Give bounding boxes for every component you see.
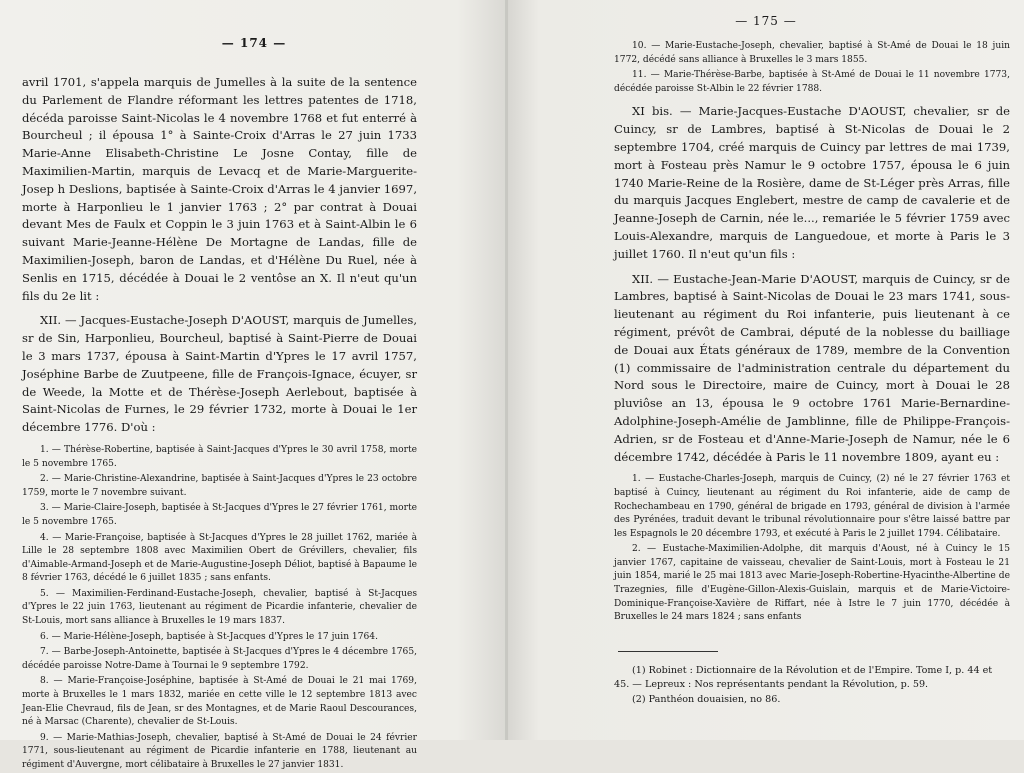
child-entry-5: 5. — Maximilien-Ferdinand-Eustache-Joseph, chevalier, baptisé à St-Jacques d'Ypres le 22 juin 1763, lieutenant au régiment de Picardie infanterie, chevalier de St-Louis, mort sans alliance à Bruxelles le 19 mars 1837. <box>22 588 417 627</box>
child-entry-cuincy-1: 1. — Eustache-Charles-Joseph, marquis de Cuincy, (2) né le 27 février 1763 et baptisé à Cuincy, lieutenant au régiment du Roi infanterie, aide de camp de Rochechambeau en 1790, général de brigade en 1793, général de division à l'armée des Pyrénées, traduit devant le tribunal révolutionnaire pour s'être laissé battre par les Espagnols le 20 décembre 1793, et exécuté à Paris le 2 juillet 1794. Célibataire. <box>614 474 1010 539</box>
footnotes <box>614 664 1010 708</box>
child-entry-cuincy-2: 2. — Eustache-Maximilien-Adolphe, dit marquis d'Aoust, né à Cuincy le 15 janvier 1767, capitaine de vaisseau, chevalier de Saint-Louis, mort à Fosteau le 21 juin 1854, marié le 25 mai 1813 avec Marie-Joseph-Robertine-Hyacinthe-Albertine de Trazegnies, fille d'Eugène-Gillon-Alexis-Guislain, marquis et de Marie-Victoire-Dominique-Françoise-Xavière de Riffart, née à Istre le 7 juin 1770, décédée à Bruxelles le 24 mars 1824 ; sans enfants <box>614 544 1010 623</box>
child-entry-6: 6. — Marie-Hélène-Joseph, baptisée à St-Jacques d'Ypres le 17 juin 1764. <box>40 631 378 642</box>
left-page-text <box>22 74 417 773</box>
footnote-divider <box>618 651 718 652</box>
child-entry-3: 3. — Marie-Claire-Joseph, baptisée à St-Jacques d'Ypres le 27 février 1761, morte le 5 novembre 1765. <box>22 503 417 527</box>
child-entry-10: 10. — Marie-Eustache-Joseph, chevalier, baptisé à St-Amé de Douai le 18 juin 1772, décédé sans alliance à Bruxelles le 3 mars 1855. <box>614 41 1010 65</box>
paragraph-xii-jacques-eustache: XII. — Jacques-Eustache-Joseph D'AOUST, marquis de Jumelles, sr de Sin, Harponlieu, Bourcheul, baptisé à Saint-Pierre de Douai le 3 mars 1737, épousa à Saint-Martin d'Ypres le 17 avril 1757, Joséphine Barbe de Zuutpeene, fille de François-Ignace, écuyer, sr de Weede, la Motte et de Thérèse-Joseph Aerlebout, baptisée à Saint-Nicolas de Furnes, le 29 février 1732, morte à Douai le 1er décembre 1776. D'où : <box>22 313 417 435</box>
child-entry-2: 2. — Marie-Christine-Alexandrine, baptisée à Saint-Jacques d'Ypres le 23 octobre 1759, morte le 7 novembre suivant. <box>22 474 417 498</box>
right-page <box>508 0 1024 740</box>
paragraph-xii-eustache-jean-marie: XII. — Eustache-Jean-Marie D'AOUST, marquis de Cuincy, sr de Lambres, baptisé à Saint-Nicolas de Douai le 23 mars 1741, sous-lieutenant au régiment du Roi infanterie, puis lieutenant à ce régiment, prévôt de Cambrai, député de la noblesse du bailliage de Douai aux États généraux de 1789, membre de la Convention (1) commissaire de l'administration centrale du département du Nord sous le Directoire, maire de Cuincy, mort à Douai le 28 pluviôse an 13, épousa le 9 octobre 1761 Marie-Bernardine-Adolphine-Joseph-Amélie de Jamblinne, fille de Philippe-François-Adrien, sr de Fosteau et d'Anne-Marie-Joseph de Namur, née le 6 décembre 1742, décédée à Paris le 11 novembre 1809, ayant eu : <box>614 271 1010 464</box>
right-page-text <box>614 40 1010 708</box>
paragraph-xi-bis: XI bis. — Marie-Jacques-Eustache D'AOUST, chevalier, sr de Cuincy, sr de Lambres, baptisé à St-Nicolas de Douai le 2 septembre 1704, créé marquis de Cuincy par lettres de mai 1739, mort à Fosteau près Namur le 9 octobre 1757, épousa le 6 juin 1740 Marie-Reine de la Rosière, dame de St-Léger près Arras, fille du marquis Jacques Englebert, mestre de camp de cavalerie et de Jeanne-Joseph de Carnin, née le..., remariée le 5 février 1759 avec Louis-Alexandre, marquis de Languedoue, et morte à Paris le 3 juillet 1760. Il n'eut qu'un fils : <box>614 104 1010 261</box>
child-entry-1: 1. — Thérèse-Robertine, baptisée à Saint-Jacques d'Ypres le 30 avril 1758, morte le 5 novembre 1765. <box>22 444 417 469</box>
left-page <box>0 0 508 770</box>
page-number-174: — 174 — <box>221 36 287 50</box>
page-number-175: — 175 — <box>735 14 797 28</box>
child-entry-8: 8. — Marie-Françoise-Joséphine, baptisée à St-Amé de Douai le 21 mai 1769, morte à Bruxelles le 1 mars 1832, mariée en cette ville le 12 septembre 1813 avec Jean-Elie Chevraud, fils de Jean, sr des Montagnes, et de Marie Raoul Descourances, né à Marsac (Charente), chevalier de St-Louis. <box>22 676 417 728</box>
child-entry-11: 11. — Marie-Thérèse-Barbe, baptisée à St-Amé de Douai le 11 novembre 1773, décédée paroisse St-Albin le 22 février 1788. <box>614 70 1010 94</box>
footnote-1: (1) Robinet : Dictionnaire de la Révolution et de l'Empire. Tome I, p. 44 et 45. — Lepreux : Nos représentants pendant la Révolution, p. 59. <box>614 664 993 691</box>
footnote-2: (2) Panthéon douaisien, no 86. <box>632 694 781 706</box>
paragraph-continuation: avril 1701, s'appela marquis de Jumelles à la suite de la sentence du Parlement de Flandre réformant les lettres patentes de 1718, décéda paroisse Saint-Nicolas le 4 novembre 1768 et fut enterré à Bourcheul ; il épousa 1° à Sainte-Croix d'Arras le 27 juin 1733 Marie-Anne Elisabeth-Christine Le Josne Contay, fille de Maximilien-Martin, marquis de Levacq et de Marie-Marguerite-Josep h Deslions, baptisée à Sainte-Croix d'Arras le 4 janvier 1697, morte à Harponlieu le 1 janvier 1763 ; 2° par contrat à Douai devant Mes de Faulx et Coppin le 3 juin 1763 et à Saint-Albin le 6 suivant Marie-Jeanne-Hélène De Mortagne de Landas, fille de Maximilien-Joseph, baron de Landas, et d'Hélène Du Ruel, née à Senlis en 1715, décédée à Douai le 2 ventôse an X. Il n'eut qu'un fils du 2e lit : <box>22 75 417 303</box>
child-entry-4: 4. — Marie-Françoise, baptisée à St-Jacques d'Ypres le 28 juillet 1762, mariée à Lille le 28 septembre 1808 avec Maximilien Obert de Grévillers, chevalier, fils d'Aimable-Armand-Joseph et de Marie-Augustine-Joseph Déliot, baptisé à Bapaume le 8 février 1763, décédé le 6 juillet 1835 ; sans enfants. <box>22 532 417 584</box>
child-entry-9: 9. — Marie-Mathias-Joseph, chevalier, baptisé à St-Amé de Douai le 24 février 1771, sous-lieutenant au régiment de Picardie infanterie en 1788, lieutenant au régiment d'Auvergne, mort célibataire à Bruxelles le 27 janvier 1831. <box>22 732 417 770</box>
child-entry-7: 7. — Barbe-Joseph-Antoinette, baptisée à St-Jacques d'Ypres le 4 décembre 1765, décédée paroisse Notre-Dame à Tournai le 9 septembre 1792. <box>22 647 417 671</box>
